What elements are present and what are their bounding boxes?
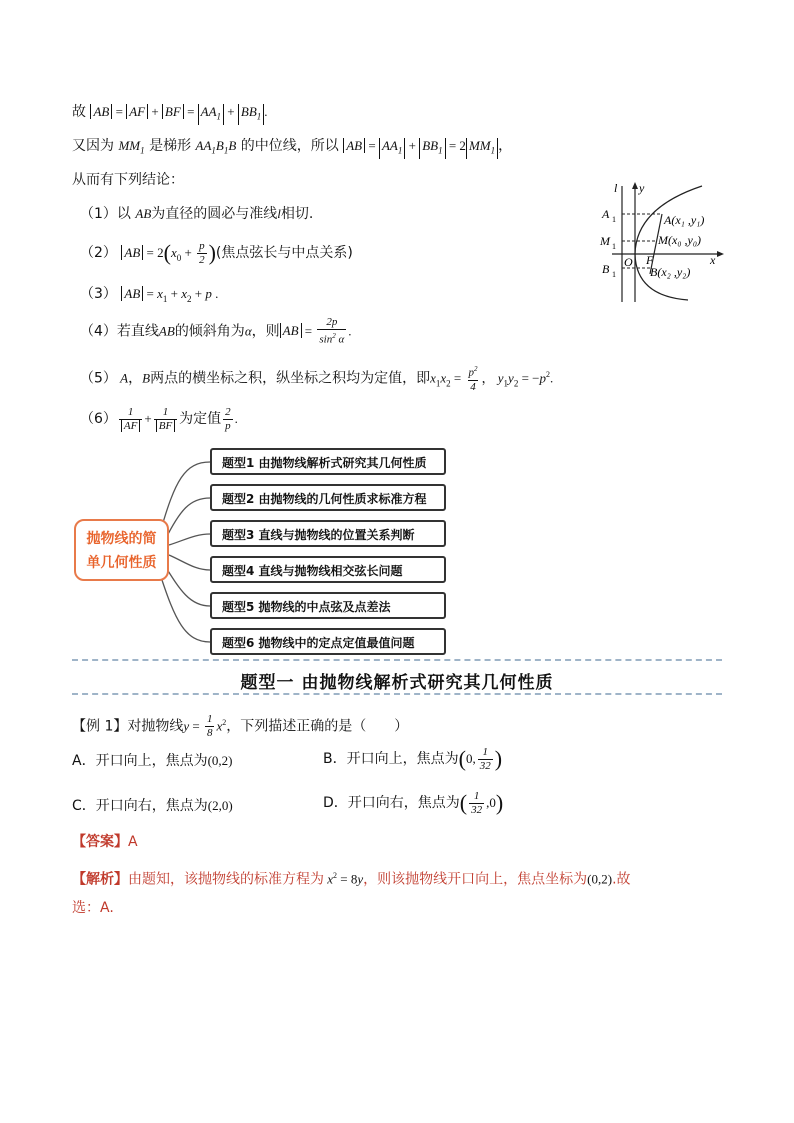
label-point-a: A(x₁ ,y₁) [664, 213, 705, 227]
parabola-focal-chord-figure [592, 178, 732, 308]
conclusion-line-1: 故 AB = AF + BF = $AA_1 + BB_1$ . [72, 102, 268, 125]
conclusion-line-2: 又因为 $MM_1$ 是梯形 $AA_1B_1B$ 的中位线，所以 AB = $AA_1 + BB_1 = 2$ $MM_1$ ， [72, 136, 512, 161]
conclusion-item-3: （3） AB = $x_1 + x_2 + p$ . [80, 286, 219, 304]
mindmap-branch-5[interactable]: 题型5 抛物线的中点弦及点差法 [210, 592, 446, 619]
mindmap-branch-1[interactable]: 题型1 由抛物线解析式研究其几何性质 [210, 448, 446, 475]
conclusion-item-1: （1）以 AB为直径的圆必与准线l相切. [80, 206, 314, 222]
mindmap-center-node: 抛物线的简 单几何性质 [74, 519, 169, 581]
label-l: l [614, 181, 618, 195]
section-title: 题型一 由抛物线解析式研究其几何性质 [240, 673, 554, 693]
svg-text:1: 1 [612, 242, 616, 251]
option-b[interactable]: B．开口向上，焦点为(0, $\frac{1}{32}$ ) [323, 745, 503, 772]
label-y: y [639, 181, 645, 195]
mindmap-branch-6[interactable]: 题型6 抛物线中的定点定值最值问题 [210, 628, 446, 655]
conclusion-item-5: （5） A，B两点的横坐标之积，纵坐标之积均为定值，即$x_1x_2$ = $\frac{p^2}{4}$ ， $y_1y_2 = -p^2$. [80, 365, 554, 393]
option-a[interactable]: A．开口向上，焦点为(0,2) [72, 753, 233, 769]
mindmap-branch-3[interactable]: 题型3 直线与抛物线的位置关系判断 [210, 520, 446, 547]
label-f: F [646, 253, 654, 267]
label-o: O [624, 255, 633, 269]
label-b1: B [602, 262, 610, 276]
label-point-b: B(x₂ ,y₂) [650, 265, 691, 279]
conclusion-item-4: （4）若直线AB的倾斜角为α，则 AB = $\frac{2p}{\sin^2 \alpha}$ . [80, 316, 352, 346]
answer-line: 【答案】A [72, 834, 138, 850]
section-divider-bottom [72, 693, 722, 695]
conclusion-item-2: （2） AB = $2(x_0$ + $\frac{p}{2}$ )(焦点弦长与中点关系) [80, 239, 353, 266]
analysis-line-1: 【解析】由题知，该抛物线的标准方程为 $x^2 = 8y$，则该抛物线开口向上，焦点坐标为(0,2).故 [72, 871, 631, 888]
svg-text:1: 1 [612, 270, 616, 279]
label-x: x [710, 253, 716, 267]
label-m1: M [600, 234, 610, 248]
section-divider-top [72, 659, 722, 661]
analysis-line-2: 选：A. [72, 900, 114, 916]
option-c[interactable]: C．开口向右，焦点为(2,0) [72, 798, 233, 814]
label-a1: A [602, 207, 610, 221]
conclusion-line-3: 从而有下列结论： [72, 172, 184, 188]
example-1-stem: 【例 1】对抛物线y = $\frac{1}{8}$ $x^2$，下列描述正确的是（ ） [72, 713, 409, 740]
label-point-m: M(x₀ ,y₀) [658, 233, 701, 247]
mindmap-branch-4[interactable]: 题型4 直线与抛物线相交弦长问题 [210, 556, 446, 583]
mindmap-branch-2[interactable]: 题型2 由抛物线的几何性质求标准方程 [210, 484, 446, 511]
svg-text:1: 1 [612, 215, 616, 224]
conclusion-item-6: （6） $\frac{1}{AF}$ + $\frac{1}{BF}$ 为定值 $\frac{2}{p}$ . [80, 405, 238, 432]
option-d[interactable]: D．开口向右，焦点为( $\frac{1}{32}$ ,0) [323, 789, 504, 816]
